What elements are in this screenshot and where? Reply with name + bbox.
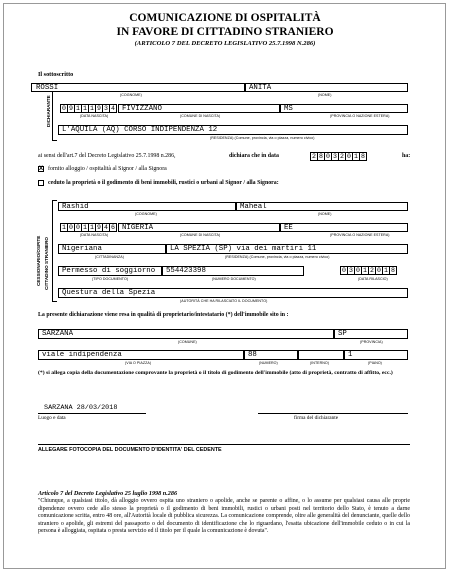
- date-digit: 3: [103, 104, 110, 113]
- date-digit: 0: [61, 104, 68, 113]
- caption-doc-authority: (AUTORITÀ CHE HA RILASCIATO IL DOCUMENTO): [180, 299, 268, 303]
- side-label-cessionario: CESSIONARIO/OSPITE: [36, 235, 41, 286]
- date-digit: 0: [346, 152, 353, 161]
- cess-birth-date-grid[interactable]: [60, 223, 117, 232]
- signature-line[interactable]: [258, 413, 408, 414]
- date-digit: 1: [362, 266, 369, 275]
- date-digit: 3: [332, 152, 339, 161]
- place-date-value: SARZANA 28/03/2018: [44, 404, 118, 412]
- caption-place-date: Luogo e data: [38, 415, 66, 421]
- cess-residenza-value: LA SPEZIA (SP) via dei martiri 11: [170, 245, 317, 253]
- birth-city-value: FIVIZZANO: [122, 105, 162, 113]
- caption-immobile-piano: (PIANO): [368, 361, 382, 365]
- cittadinanza-value: Nigeriana: [62, 245, 102, 253]
- option-alloggio-checkbox[interactable]: X: [39, 166, 44, 172]
- caption-cess-birth-date: (DATA NASCITA): [80, 233, 109, 237]
- option-cessione-label: ceduto la proprietà o il godimento di beni immobili, rustici o urbani al Signor / alla Signora:: [48, 180, 279, 186]
- date-digit: 1: [89, 104, 96, 113]
- caption-cess-nome: (NOME): [318, 212, 332, 216]
- date-digit: 9: [96, 104, 103, 113]
- caption-immobile-comune: (COMUNE): [178, 340, 197, 344]
- date-digit: 1: [82, 223, 89, 232]
- footer-divider: [38, 444, 410, 445]
- date-digit: 1: [82, 104, 89, 113]
- date-digit: 1: [89, 223, 96, 232]
- date-digit: 8: [390, 266, 397, 275]
- caption-doc-date: (DATA RILASCIO): [358, 277, 388, 281]
- doc-authority-value: Questura della Spezia: [62, 289, 156, 297]
- date-digit: 8: [318, 152, 325, 161]
- immobile-numero-value: 88: [248, 351, 257, 359]
- immobile-comune-value: SARZANA: [42, 330, 74, 338]
- cognome-field[interactable]: [31, 83, 245, 92]
- law-title: Articolo 7 del Decreto Legislativo 25 luglio 1998 n.286: [38, 490, 178, 497]
- caption-doc-number: (NUMERO DOCUMENTO): [212, 277, 256, 281]
- birth-date-grid[interactable]: [60, 104, 117, 113]
- date-digit: 0: [68, 223, 75, 232]
- caption-signature: firma del dichiarante: [294, 415, 339, 421]
- date-digit: 0: [341, 266, 348, 275]
- option-cessione-checkbox[interactable]: [38, 180, 44, 186]
- cognome-value: ROSSI: [36, 84, 59, 92]
- immobile-title: La presente dichiarazione viene resa in qualità di proprietario/intestatario (*) dell'immobile sito in :: [38, 312, 289, 318]
- date-digit: 1: [353, 152, 360, 161]
- immobile-provincia-value: SP: [338, 330, 347, 338]
- caption-immobile-via: (VIA O PIAZZA): [125, 361, 152, 365]
- doc-date-grid[interactable]: [340, 266, 397, 275]
- caption-nome: (NOME): [318, 93, 332, 97]
- side-label-cittadino: CITTADINO STRANIERO: [44, 237, 49, 290]
- birth-prov-value: MS: [284, 105, 293, 113]
- declaration-text-post: ha:: [402, 153, 411, 159]
- residenza-value: L'AQUILA (AQ) CORSO INDIPENDENZA 12: [62, 126, 218, 134]
- immobile-comune-field[interactable]: [38, 329, 334, 339]
- immobile-interno-field[interactable]: [298, 350, 344, 360]
- immobile-note: (*) si allega copia della documentazione comprovante la proprietà o il titolo di godimento dell'immobile (atto di proprietà, contratto di affitto, ecc.): [38, 370, 393, 376]
- date-digit: 0: [325, 152, 332, 161]
- immobile-via-value: viale indipendenza: [42, 351, 122, 359]
- declaration-date-grid[interactable]: [310, 152, 367, 161]
- place-date-line: [38, 413, 146, 414]
- option-alloggio-label: fornito alloggio / ospitalità al Signor / alla Signora: [48, 166, 167, 172]
- date-digit: 0: [355, 266, 362, 275]
- law-text: "Chiunque, a qualsiasi titolo, dà alloggio ovvero ospita uno straniero o apolide, anche se parente o affine, o lo assume per qualsiasi causa alle proprie dipendenze ovvero cede allo stesso la proprietà o il godimento di beni immobili, rustici o urbani posti nel territorio dello Stato, è tenuto a darne comunicazione scritta, entro 48 ore, all'Autorità locale di pubblica sicurezza. La comunicazione comprende, oltre alle generalità del denunciante, quelle dello straniero o apolide, gli estremi del passaporto o del documento di identificazione che lo riguardano, l'esatta ubicazione dell'immobile ceduto o in cui la persona è alloggiata, ospitata o presta servizio ed il titolo per il quale la comunicazione è dovuta".: [38, 498, 410, 535]
- cess-birth-place-value: NIGERIA: [122, 224, 154, 232]
- date-digit: 2: [311, 152, 318, 161]
- immobile-piano-value: 1: [348, 351, 353, 359]
- date-digit: 0: [376, 266, 383, 275]
- doc-type-value: Permesso di soggiorno: [62, 267, 156, 275]
- section-label-sottoscritto: Il sottoscritto: [38, 71, 74, 78]
- caption-cess-birth-prov: (PROVINCIA O NAZIONE ESTERA): [330, 233, 390, 237]
- doc-number-value: 554423398: [166, 267, 206, 275]
- cess-birth-prov-field[interactable]: [280, 223, 408, 232]
- caption-birth-city: (COMUNE DI NASCITA): [180, 114, 221, 118]
- caption-cittadinanza: (CITTADINANZA): [95, 255, 124, 259]
- side-label-dichiarante: DICHIARANTE: [46, 95, 51, 127]
- subtitle: (ARTICOLO 7 DEL DECRETO LEGISLATIVO 25.7.1998 N.286): [134, 40, 316, 47]
- caption-cess-cognome: (COGNOME): [135, 212, 157, 216]
- birth-prov-field[interactable]: [280, 104, 408, 113]
- date-digit: 2: [369, 266, 376, 275]
- cess-birth-prov-value: EE: [284, 224, 293, 232]
- declaration-text-bold: dichiara che in data: [229, 153, 279, 159]
- caption-birth-prov: (PROVINCIA O NAZIONE ESTERA): [330, 114, 390, 118]
- caption-immobile-interno: (INTERNO): [310, 361, 330, 365]
- caption-doc-type: (TIPO DOCUMENTO): [92, 277, 129, 281]
- caption-birth-date: (DATA NASCITA): [80, 114, 109, 118]
- cess-cognome-value: Rashid: [62, 203, 89, 211]
- caption-immobile-provincia: (PROVINCIA): [360, 340, 383, 344]
- date-digit: 1: [383, 266, 390, 275]
- caption-immobile-numero: (NUMERO): [259, 361, 278, 365]
- immobile-piano-field[interactable]: [344, 350, 408, 360]
- date-digit: 6: [110, 223, 117, 232]
- cess-nome-value: Maheal: [240, 203, 267, 211]
- date-digit: 0: [75, 223, 82, 232]
- footer-allega: ALLEGARE FOTOCOPIA DEL DOCUMENTO D'IDENTITA' DEL CEDENTE: [38, 447, 222, 453]
- caption-cess-residenza: (RESIDENZA) (Comune, provincia, via o piazza, numero civico): [225, 255, 330, 259]
- date-digit: 3: [348, 266, 355, 275]
- date-digit: 4: [103, 223, 110, 232]
- title-line-2: IN FAVORE DI CITTADINO STRANIERO: [116, 26, 334, 38]
- date-digit: 9: [96, 223, 103, 232]
- date-digit: 1: [75, 104, 82, 113]
- cessionario-bracket: [52, 200, 57, 302]
- date-digit: 4: [110, 104, 117, 113]
- title-line-1: COMUNICAZIONE DI OSPITALITÀ: [129, 12, 321, 24]
- caption-cognome: (COGNOME): [120, 93, 142, 97]
- date-digit: 1: [61, 223, 68, 232]
- date-digit: 9: [68, 104, 75, 113]
- nome-value: ANITA: [249, 84, 272, 92]
- caption-cess-birth-place: (COMUNE DI NASCITA): [180, 233, 221, 237]
- date-digit: 2: [339, 152, 346, 161]
- date-digit: 8: [360, 152, 367, 161]
- caption-residenza: (RESIDENZA) (Comune, provincia, via o piazza, numero civico): [210, 136, 315, 140]
- declaration-text-pre: ai sensi dell'art.7 del Decreto Legislativo 25.7.1998 n.286,: [38, 153, 176, 159]
